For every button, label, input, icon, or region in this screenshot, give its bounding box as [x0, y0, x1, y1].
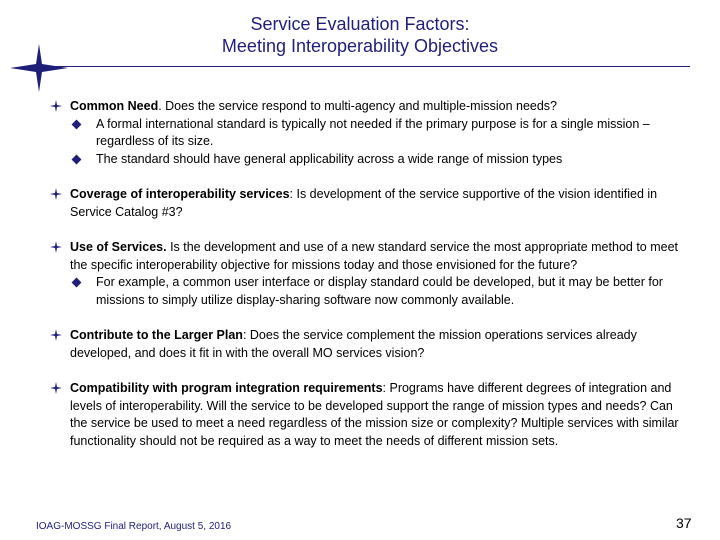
item-text: : Is development of the service supportive of the vision identified in Service Catalog #3? — [70, 187, 658, 219]
diamond-bullet-icon — [72, 119, 82, 129]
sub-item — [44, 151, 684, 169]
item-heading: Compatibility with program integration requirements — [70, 381, 383, 395]
title-line-1: Service Evaluation Factors: — [250, 14, 470, 34]
star-bullet-icon — [50, 188, 62, 200]
footer-text: IOAG-MOSSG Final Report, August 5, 2016 — [36, 521, 232, 532]
item-text: : Programs have different degrees of integration and levels of interoperability. Will the service to be developed support the range of mission types and needs? Can the service be used to meet a need regardless of the mission size or complexity? Multiple services with similar functionality should not be required as a way to meet the needs of different mission sets. — [70, 381, 679, 448]
list-item — [44, 98, 684, 168]
sub-item — [44, 274, 684, 309]
diamond-bullet-icon — [72, 154, 82, 164]
item-text: . Does the service respond to multi-agency and multiple-mission needs? — [158, 99, 558, 113]
item-text: : Does the service complement the mission operations services already developed, and does it fit in with the overall MO services vision? — [70, 328, 637, 360]
list-item — [44, 327, 684, 362]
item-heading: Contribute to the Larger Plan — [70, 328, 243, 342]
item-text: Is the development and use of a new standard service the most appropriate method to meet the specific interoperability objective for missions today and those envisioned for the future? — [70, 240, 679, 272]
sub-item-text: The standard should have general applicability across a wide range of mission types — [96, 151, 563, 166]
title-divider — [40, 66, 690, 67]
list-item — [44, 380, 684, 450]
page-number: 37 — [676, 515, 692, 531]
sub-item-text: For example, a common user interface or display standard could be developed, but it may be better for missions to simply utilize display-sharing software now commonly available. — [96, 275, 663, 307]
item-heading: Use of Services. — [70, 240, 167, 254]
title-line-2: Meeting Interoperability Objectives — [221, 36, 499, 56]
star-bullet-icon — [50, 241, 62, 253]
star-bullet-icon — [50, 100, 62, 112]
star-bullet-icon — [50, 329, 62, 341]
sub-item — [44, 116, 684, 151]
list-item — [44, 186, 684, 221]
compass-star-icon — [8, 42, 70, 94]
diamond-bullet-icon — [72, 278, 82, 288]
list-item — [44, 239, 684, 309]
slide-body — [44, 98, 684, 468]
star-bullet-icon — [50, 382, 62, 394]
item-heading: Coverage of interoperability services — [70, 187, 290, 201]
slide-title — [120, 13, 600, 57]
item-heading: Common Need — [70, 99, 159, 113]
sub-item-text: A formal international standard is typically not needed if the primary purpose is for a single mission – regardless of its size. — [96, 116, 650, 148]
